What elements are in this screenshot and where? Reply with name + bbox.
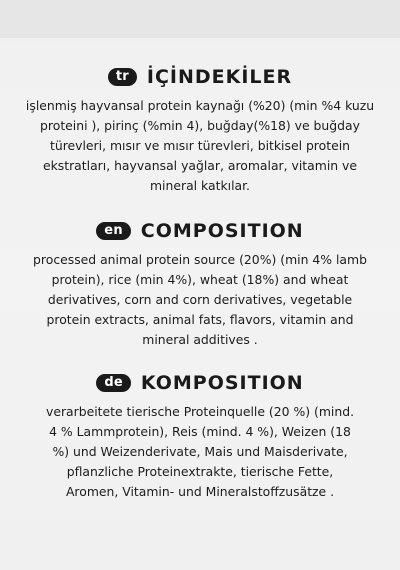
- text-line: mineral additives .: [142, 332, 258, 347]
- ingredients-text-en: [14, 250, 386, 350]
- section-de-header: [0, 370, 400, 396]
- language-badge-de: de: [96, 374, 131, 392]
- text-line: processed animal protein source (20%) (min 4% lamb: [33, 252, 367, 267]
- text-line: 4 % Lammprotein), Reis (mind. 4 %), Weizen (18: [49, 424, 351, 439]
- heading-tr: İÇİNDEKİLER: [146, 66, 293, 88]
- top-band: [0, 0, 400, 38]
- ingredients-text-tr: [14, 96, 386, 196]
- language-badge-en: en: [96, 222, 130, 240]
- section-en: [0, 218, 400, 350]
- text-line: protein), rice (min 4%), wheat (18%) and wheat: [51, 272, 349, 287]
- section-en-header: [0, 218, 400, 244]
- text-line: Aromen, Vitamin- und Mineralstoffzusätze .: [65, 484, 335, 499]
- section-tr: [0, 64, 400, 196]
- text-line: pflanzliche Proteinextrakte, tierische Fette,: [66, 464, 334, 479]
- text-line: proteini ), pirinç (%min 4), buğday(%18) ve buğday: [40, 118, 360, 133]
- ingredients-text-de: [14, 402, 386, 502]
- text-line: derivatives, corn and corn derivatives, vegetable: [47, 292, 353, 307]
- heading-de: KOMPOSITION: [140, 372, 304, 394]
- language-badge-tr: tr: [108, 68, 137, 86]
- section-de: [0, 370, 400, 502]
- text-line: mineral katkılar.: [149, 178, 250, 193]
- text-line: protein extracts, animal fats, flavors, vitamin and: [46, 312, 354, 327]
- heading-en: COMPOSITION: [140, 220, 304, 242]
- section-tr-header: [0, 64, 400, 90]
- text-line: türevleri, mısır ve mısır türevleri, bitkisel protein: [49, 138, 350, 153]
- text-line: işlenmiş hayvansal protein kaynağı (%20) (min %4 kuzu: [25, 98, 375, 113]
- text-line: %) und Weizenderivate, Mais und Maisderivate,: [52, 444, 348, 459]
- text-line: verarbeitete tierische Proteinquelle (20 %) (mind.: [45, 404, 355, 419]
- text-line: ekstratları, hayvansal yağlar, aromalar, vitamin ve: [42, 158, 358, 173]
